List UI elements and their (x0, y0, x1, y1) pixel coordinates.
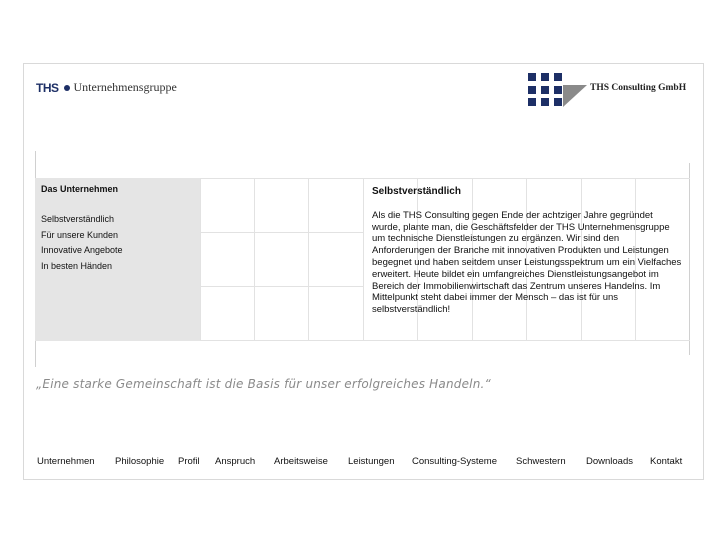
company-name: THS Consulting GmbH (590, 83, 687, 93)
logo-square-icon (554, 73, 562, 81)
nav-downloads[interactable]: Downloads (586, 456, 633, 467)
logo-square-icon (541, 98, 549, 106)
logo-square-icon (528, 86, 536, 94)
logo-wedge-icon (563, 85, 587, 107)
nav-schwestern[interactable]: Schwestern (516, 456, 566, 467)
sidebar-item-kunden[interactable]: Für unsere Kunden (41, 230, 119, 240)
sidebar (35, 178, 200, 341)
logo-square-icon (554, 98, 562, 106)
sidebar-item-selbstverstaendlich[interactable]: Selbstverständlich (41, 214, 115, 224)
nav-anspruch[interactable]: Anspruch (215, 456, 256, 467)
sidebar-item-angebote[interactable]: Innovative Angebote (41, 245, 123, 255)
slogan: „Eine starke Gemeinschaft ist die Basis für unser erfolgreiches Handeln.“ (36, 377, 491, 391)
nav-leistungen[interactable]: Leistungen (348, 456, 395, 467)
brand-group: Unternehmensgruppe (73, 80, 177, 94)
logo-square-icon (541, 73, 549, 81)
logo-square-icon (528, 73, 536, 81)
logo-square-icon (554, 86, 562, 94)
nav-profil[interactable]: Profil (178, 456, 200, 467)
nav-philosophie[interactable]: Philosophie (115, 456, 165, 467)
sidebar-title: Das Unternehmen (41, 184, 119, 194)
grid-line (363, 178, 364, 341)
nav-unternehmen[interactable]: Unternehmen (37, 456, 95, 467)
grid-line (200, 286, 363, 287)
main-content (372, 186, 682, 316)
grid-line (254, 178, 255, 341)
body-text: Als die THS Consulting gegen Ende der achtziger Jahre gegründet wurde, plante man, die Geschäftsfelder der THS Unternehmensgruppe um technische Dienstleistungen zu ergänzen. Wir sind den Anforderungen der Branche mit innovativen Produkten und Leistungen begegnet und haben seitdem unser Leistungsspektrum um ein Vielfaches erweitert. Heute bildet ein umfangreiches Dienstleistungsangebot im Bereich der Immobilienwirtschaft das Zentrum unseres Handelns. Im Mittelpunkt steht dabei immer der Mensch – das ist für uns selbstverständlich! (372, 209, 682, 316)
nav-kontakt[interactable]: Kontakt (650, 456, 683, 467)
sidebar-item-haenden[interactable]: In besten Händen (41, 261, 113, 271)
grid-line (308, 178, 309, 341)
logo-square-icon (541, 86, 549, 94)
nav-arbeitsweise[interactable]: Arbeitsweise (274, 456, 328, 467)
nav-consulting-systeme[interactable]: Consulting-Systeme (412, 456, 498, 467)
page-title: Selbstverständlich (372, 186, 461, 197)
brand-short: THS (36, 80, 59, 95)
grid-line (200, 232, 363, 233)
logo-square-icon (528, 98, 536, 106)
group-logo[interactable] (36, 80, 177, 95)
grid-line (200, 178, 201, 341)
brand-dot-icon (64, 85, 70, 91)
